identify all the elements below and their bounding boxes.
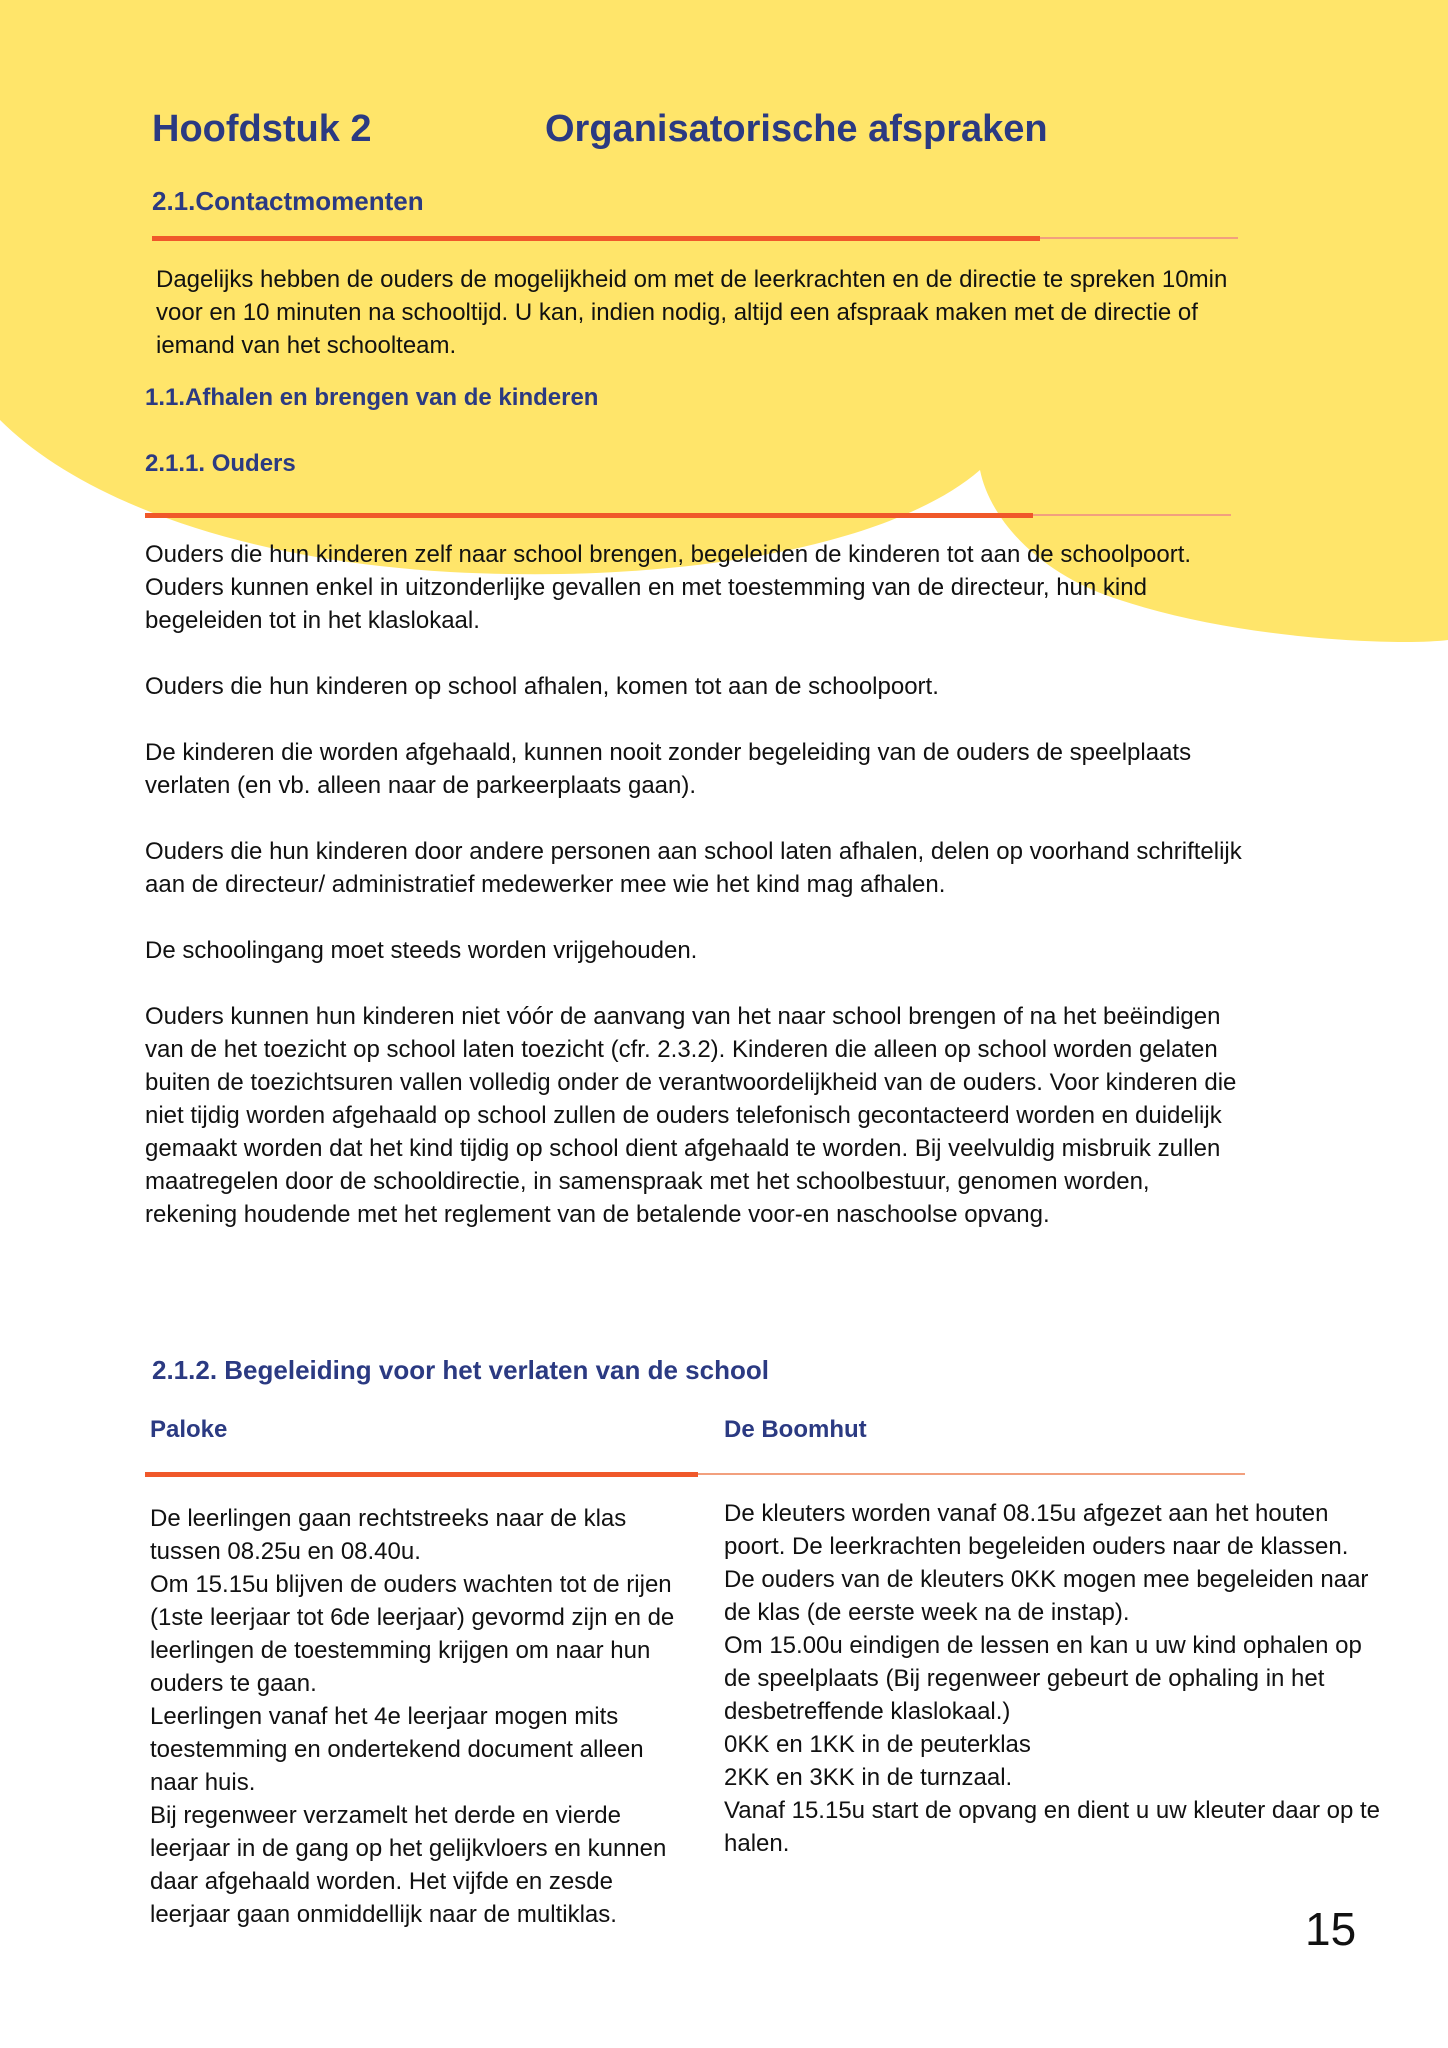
chapter-title: Organisatorische afspraken (545, 108, 1048, 150)
pickup-paragraph: De kinderen die worden afgehaald, kunnen nooit zonder begeleiding van de ouders de speelplaats verlaten (en vb. alleen naar de parkeerplaats gaan). (145, 739, 1192, 799)
section-heading-leaving: 2.1.2. Begeleiding voor het verlaten van de school (152, 1355, 769, 1385)
table-divider (145, 1472, 1245, 1476)
contact-text: Dagelijks hebben de ouders de mogelijkheid om met de leerkrachten en de directie te spreken 10min voor en 10 minuten na schooltijd. U kan, indien nodig, altijd een afspraak maken met de directie of iemand van het schoolteam. (156, 266, 1228, 359)
section-divider (152, 236, 1238, 240)
subsection-heading-parents: 2.1.1. Ouders (145, 450, 296, 477)
pickup-paragraph: Ouders kunnen hun kinderen niet vóór de aanvang van het naar school brengen of na het beëindigen van de het toezicht op school laten toezicht (cfr. 2.3.2). Kinderen die alleen op school worden gelaten buiten de toezichtsuren vallen volledig onder de verantwoordelijkheid van de ouders. Voor kinderen die niet tijdig worden afgehaald op school zullen de ouders telefonisch gecontacteerd worden en duidelijk gemaakt worden dat het kind tijdig op school dient afgehaald te worden. Bij veelvuldig misbruik zullen maatregelen door de schooldirectie, in samenspraak met het schoolbestuur, genomen worden, rekening houdende met het reglement van de betalende voor-en naschoolse opvang. (145, 1003, 1237, 1228)
column-title-boomhut: De Boomhut (724, 1416, 867, 1443)
pickup-paragraph: De schoolingang moet steeds worden vrijgehouden. (145, 937, 698, 964)
page-number: 15 (1305, 1903, 1357, 1955)
boomhut-line: Vanaf 15.15u start de opvang en dient u uw kleuter daar op te halen. (724, 1797, 1381, 1857)
boomhut-line: De ouders van de kleuters 0KK mogen mee begeleiden naar de klas (de eerste week na de instap). (724, 1566, 1369, 1626)
boomhut-column-text (724, 1497, 1384, 1860)
contact-paragraph (156, 263, 1236, 362)
pickup-paragraph: Ouders die hun kinderen door andere personen aan school laten afhalen, delen op voorhand schriftelijk aan de directeur/ administratief medewerker mee wie het kind mag afhalen. (145, 838, 1242, 898)
column-title-paloke: Paloke (150, 1416, 228, 1443)
boomhut-line: De kleuters worden vanaf 08.15u afgezet aan het houten poort. De leerkrachten begeleiden ouders naar de klassen. (724, 1500, 1349, 1560)
chapter-number: Hoofdstuk 2 (152, 108, 372, 150)
paloke-line: Bij regenweer verzamelt het derde en vierde leerjaar in de gang op het gelijkvloers en kunnen daar afgehaald worden. Het vijfde en zesde leerjaar gaan onmiddellijk naar de multiklas. (150, 1802, 667, 1928)
paloke-line: Om 15.15u blijven de ouders wachten tot de rijen (1ste leerjaar tot 6de leerjaar) gevormd zijn en de leerlingen de toestemming krijgen om naar hun ouders te gaan. (150, 1571, 675, 1697)
boomhut-line: 0KK en 1KK in de peuterklas (724, 1731, 1031, 1758)
paloke-line: Leerlingen vanaf het 4e leerjaar mogen mits toestemming en ondertekend document alleen naar huis. (150, 1703, 644, 1796)
boomhut-line: 2KK en 3KK in de turnzaal. (724, 1764, 1013, 1791)
pickup-paragraph: Ouders die hun kinderen zelf naar school brengen, begeleiden de kinderen tot aan de schoolpoort. Ouders kunnen enkel in uitzonderlijke gevallen en met toestemming van de directeur, hun kind begeleiden tot in het klaslokaal. (145, 541, 1192, 634)
paloke-column-text (150, 1502, 680, 1931)
section-heading-contact: 2.1.Contactmomenten (152, 186, 424, 216)
paloke-line: De leerlingen gaan rechtstreeks naar de klas tussen 08.25u en 08.40u. (150, 1505, 627, 1565)
section-heading-pickup: 1.1.Afhalen en brengen van de kinderen (145, 384, 599, 411)
section-divider (145, 513, 1231, 517)
boomhut-line: Om 15.00u eindigen de lessen en kan u uw kind ophalen op de speelplaats (Bij regenweer gebeurt de ophaling in het desbetreffende klaslokaal.) (724, 1632, 1362, 1725)
pickup-paragraphs (145, 538, 1245, 1231)
pickup-paragraph: Ouders die hun kinderen op school afhalen, komen tot aan de schoolpoort. (145, 673, 939, 700)
